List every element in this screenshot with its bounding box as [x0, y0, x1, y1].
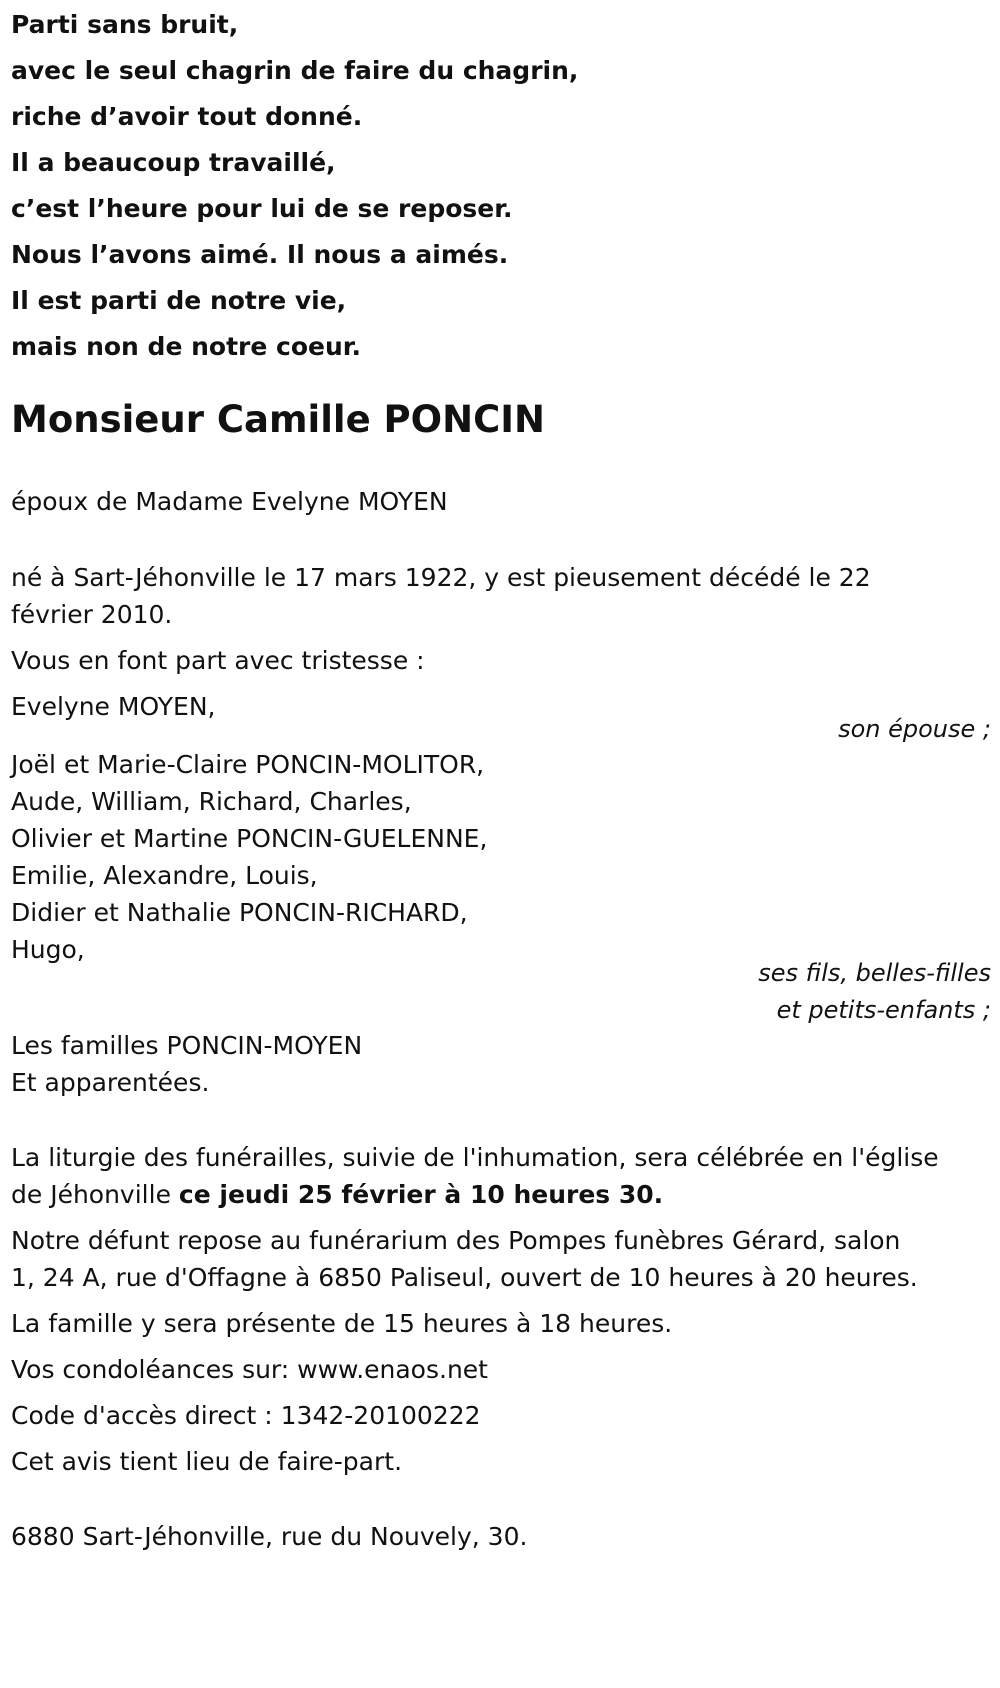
ceremony-line	[11, 1180, 663, 1210]
notice-line: Cet avis tient lieu de faire-part.	[11, 1447, 403, 1476]
address-line: 6880 Sart-Jéhonville, rue du Nouvely, 30.	[11, 1522, 528, 1551]
ceremony-prefix: de Jéhonville	[11, 1180, 179, 1209]
ceremony-date: ce jeudi 25 février à 10 heures 30.	[178, 1180, 664, 1209]
access-code-line: Code d'accès direct : 1342-20100222	[11, 1401, 481, 1430]
poem-line: mais non de notre coeur.	[11, 332, 362, 361]
poem-line: riche d’avoir tout donné.	[11, 102, 363, 131]
families-line: Les familles PONCIN-MOYEN	[11, 1031, 363, 1060]
child-line: Olivier et Martine PONCIN-GUELENNE,	[11, 824, 488, 853]
funerarium-line: Notre défunt repose au funérarium des Pompes funèbres Gérard, salon	[11, 1226, 901, 1255]
children-role: ses fils, belles-filles	[758, 959, 991, 987]
poem-line: Nous l’avons aimé. Il nous a aimés.	[11, 240, 509, 269]
child-line: Didier et Nathalie PONCIN-RICHARD,	[11, 898, 468, 927]
deceased-name: Monsieur Camille PONCIN	[11, 398, 545, 441]
poem-line: Parti sans bruit,	[11, 10, 239, 39]
ceremony-line: La liturgie des funérailles, suivie de l'inhumation, sera célébrée en l'église	[11, 1143, 939, 1172]
child-line: Joël et Marie-Claire PONCIN-MOLITOR,	[11, 750, 485, 779]
poem-line: Il a beaucoup travaillé,	[11, 148, 336, 177]
announcement-text: Vous en font part avec tristesse :	[11, 646, 425, 675]
families-line: Et apparentées.	[11, 1068, 210, 1097]
spouse-role: son épouse ;	[838, 715, 991, 743]
child-line: Hugo,	[11, 935, 85, 964]
spouse-name: Evelyne MOYEN,	[11, 692, 216, 721]
child-line: Emilie, Alexandre, Louis,	[11, 861, 318, 890]
poem-line: avec le seul chagrin de faire du chagrin,	[11, 56, 579, 85]
poem-line: c’est l’heure pour lui de se reposer.	[11, 194, 513, 223]
funerarium-line: 1, 24 A, rue d'Offagne à 6850 Paliseul, ouvert de 10 heures à 20 heures.	[11, 1263, 918, 1292]
spouse-line: époux de Madame Evelyne MOYEN	[11, 487, 448, 516]
birth-death-line: né à Sart-Jéhonville le 17 mars 1922, y est pieusement décédé le 22	[11, 563, 871, 592]
children-role: et petits-enfants ;	[776, 996, 991, 1024]
child-line: Aude, William, Richard, Charles,	[11, 787, 412, 816]
poem-line: Il est parti de notre vie,	[11, 286, 347, 315]
condolences-line: Vos condoléances sur: www.enaos.net	[11, 1355, 488, 1384]
birth-death-line: février 2010.	[11, 600, 173, 629]
family-presence: La famille y sera présente de 15 heures à 18 heures.	[11, 1309, 673, 1338]
